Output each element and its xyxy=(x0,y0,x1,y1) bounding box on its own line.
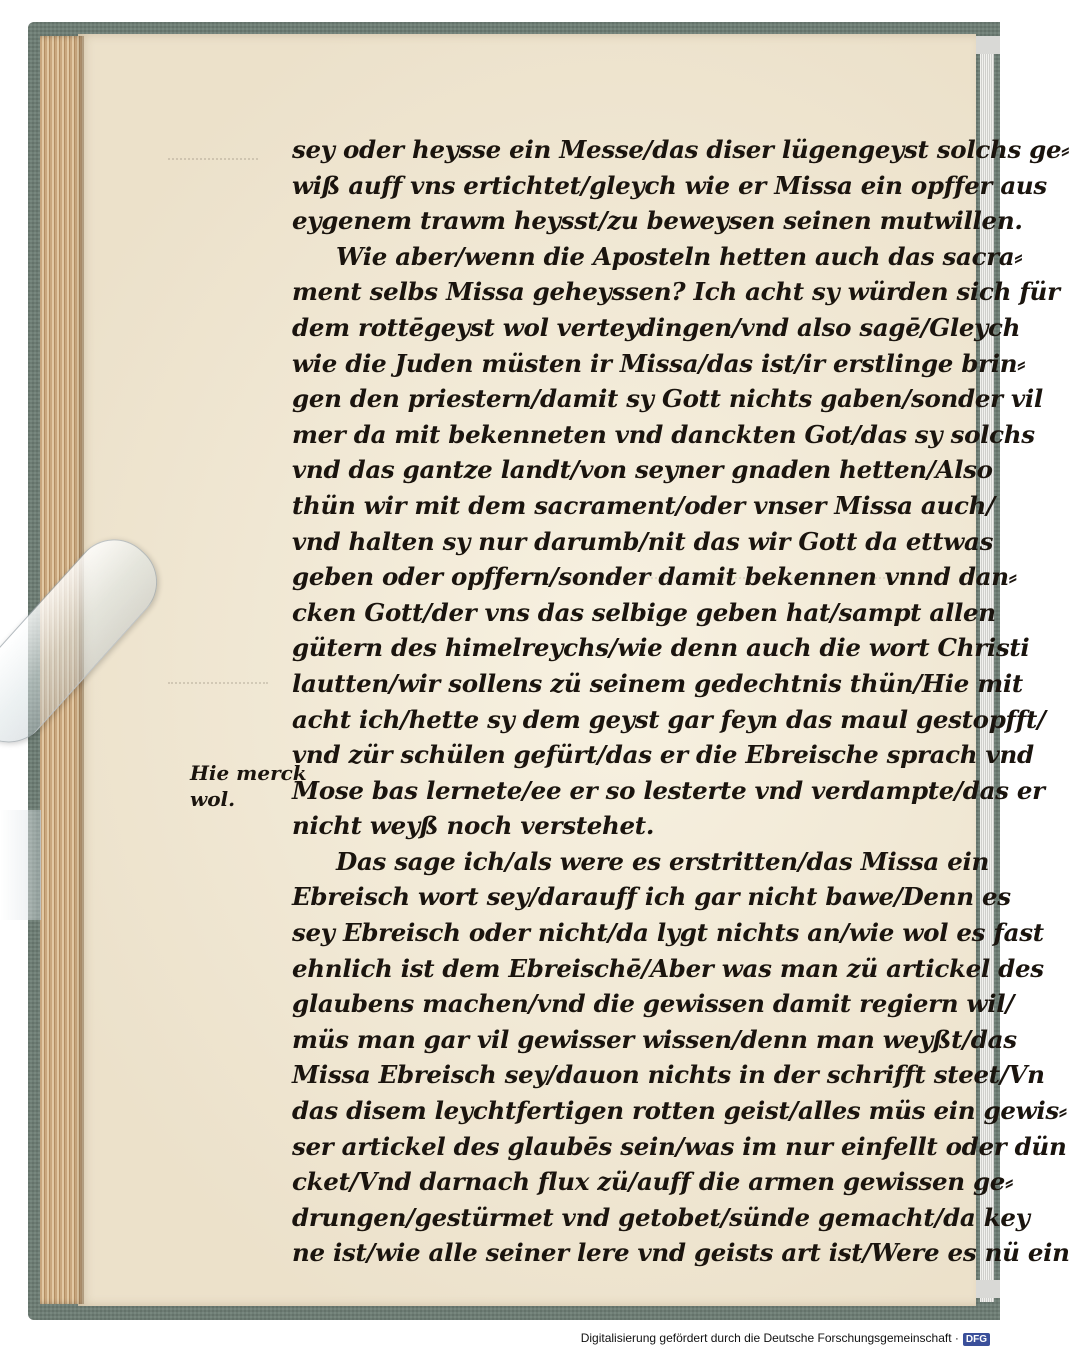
text-line xyxy=(292,666,1023,702)
text-line-content: glaubens machen/vnd die gewissen damit regiern wil/ xyxy=(292,989,1014,1019)
line-break-hyphen: ⸗ xyxy=(1058,1096,1067,1126)
show-through-mark xyxy=(168,670,268,684)
text-line-content: Wie aber/wenn die Aposteln hetten auch das sacra xyxy=(336,241,1015,271)
text-line xyxy=(292,844,990,880)
text-line xyxy=(292,452,993,488)
text-line xyxy=(292,1200,1030,1236)
text-line-content: sey Ebreisch oder nicht/da lygt nichts an/wie wol es fast xyxy=(292,918,1044,948)
text-line xyxy=(292,168,1047,204)
text-line xyxy=(292,559,1017,595)
page-body-text xyxy=(292,132,1070,1271)
line-break-hyphen: ⸗ xyxy=(1008,562,1017,592)
text-line xyxy=(292,1129,1067,1165)
text-line-content: lautten/wir sollens zü seinem gedechtnis thün/Hie mit xyxy=(292,668,1023,698)
text-line-content: vnd zür schülen gefürt/das er die Ebreische sprach vnd xyxy=(292,740,1034,770)
text-line xyxy=(292,986,1014,1022)
text-line xyxy=(292,1093,1067,1129)
text-line-content: vnd das gantze landt/von seyner gnaden hetten/Also xyxy=(292,455,993,485)
text-line xyxy=(292,132,1070,168)
glass-page-weight-base xyxy=(0,810,41,920)
text-line-content: dem rottēgeyst wol verteydingen/vnd also sagē/Gleych xyxy=(292,312,1021,342)
text-line-content: gütern des himelreychs/wie denn auch die wort Christi xyxy=(292,633,1030,663)
text-line xyxy=(292,524,994,560)
text-line-content: wie die Juden müsten ir Missa/das ist/ir erstlinge brin xyxy=(292,348,1018,378)
marginal-note-line: wol. xyxy=(190,787,236,811)
text-line xyxy=(292,1164,1013,1200)
line-break-hyphen: ⸗ xyxy=(1061,135,1070,164)
text-line-content: vnd halten sy nur darumb/nit das wir Gott da ettwas xyxy=(292,526,994,556)
text-line-content: gen den priestern/damit sy Gott nichts gaben/sonder vil xyxy=(292,384,1043,414)
dfg-logo: DFG xyxy=(963,1333,990,1346)
text-line-content: das disem leychtfertigen rotten geist/alles müs ein gewis xyxy=(292,1096,1059,1126)
text-line-content: acht ich/hette sy dem geyst gar feyn das maul gestopfft/ xyxy=(292,704,1046,734)
marginal-note xyxy=(190,760,307,812)
show-through-mark xyxy=(168,146,258,160)
text-line xyxy=(292,915,1044,951)
text-line xyxy=(292,951,1044,987)
text-line xyxy=(292,1057,1045,1093)
text-line-content: müs man gar vil gewisser wissen/denn man weyßt/das xyxy=(292,1024,1017,1054)
text-line-content: ehnlich ist dem Ebreischē/Aber was man zü artickel des xyxy=(292,953,1044,983)
text-line xyxy=(292,773,1045,809)
text-line xyxy=(292,630,1030,666)
text-line-content: Ebreisch wort sey/darauff ich gar nicht bawe/Denn es xyxy=(292,882,1011,912)
text-line-content: eygenem trawm heysst/zu beweysen seinen mutwillen. xyxy=(292,206,1023,236)
text-line-content: ne ist/wie alle seiner lere vnd geists art ist/Were es nü ein xyxy=(292,1238,1070,1268)
text-line xyxy=(292,239,1023,275)
text-line-content: geben oder opffern/sonder damit bekennen vnnd dan xyxy=(292,562,1009,592)
digitization-credit xyxy=(581,1331,990,1346)
text-line xyxy=(292,1235,1070,1271)
text-line-content: mer da mit bekenneten vnd danckten Got/das sy solchs xyxy=(292,419,1035,449)
text-line xyxy=(292,274,1060,310)
text-line-content: Mose bas lernete/ee er so lesterte vnd verdampte/das er xyxy=(292,775,1045,805)
text-line xyxy=(292,737,1034,773)
text-line xyxy=(292,310,1021,346)
text-line xyxy=(292,488,995,524)
text-line xyxy=(292,1022,1017,1058)
text-line xyxy=(292,203,1023,239)
text-line xyxy=(292,346,1026,382)
text-line-content: cken Gott/der vns das selbige geben hat/sampt allen xyxy=(292,597,996,627)
line-break-hyphen: ⸗ xyxy=(1014,241,1023,271)
text-line-content: cket/Vnd darnach flux zü/auff die armen gewissen ge xyxy=(292,1167,1006,1197)
text-line-content: Missa Ebreisch sey/dauon nichts in der schrifft steet/Vn xyxy=(292,1060,1045,1090)
text-line xyxy=(292,381,1043,417)
text-line xyxy=(292,879,1011,915)
marginal-note-line: Hie merck xyxy=(190,761,307,785)
text-line-content: thün wir mit dem sacrament/oder vnser Missa auch/ xyxy=(292,490,995,520)
text-line-content: sey oder heysse ein Messe/das diser lügengeyst solchs ge xyxy=(292,135,1062,164)
text-line-content: ser artickel des glaubēs sein/was im nur einfellt oder dün xyxy=(292,1131,1067,1161)
line-break-hyphen: ⸗ xyxy=(1005,1167,1013,1197)
text-line-content: ment selbs Missa geheyssen? Ich acht sy würden sich für xyxy=(292,277,1060,307)
text-line xyxy=(292,417,1035,453)
text-line-content: Das sage ich/als were es erstritten/das Missa ein xyxy=(336,846,990,876)
text-line-content: nicht weyß noch verstehet. xyxy=(292,811,655,841)
text-line xyxy=(292,595,996,631)
credit-text: Digitalisierung gefördert durch die Deutsche Forschungsgemeinschaft · xyxy=(580,1331,959,1345)
text-line-content: drungen/gestürmet vnd getobet/sünde gemacht/da key xyxy=(292,1202,1030,1232)
text-line xyxy=(292,702,1046,738)
text-line-content: wiß auff vns ertichtet/gleych wie er Missa ein opffer aus xyxy=(292,170,1047,200)
text-line xyxy=(292,808,932,844)
line-break-hyphen: ⸗ xyxy=(1017,348,1026,378)
